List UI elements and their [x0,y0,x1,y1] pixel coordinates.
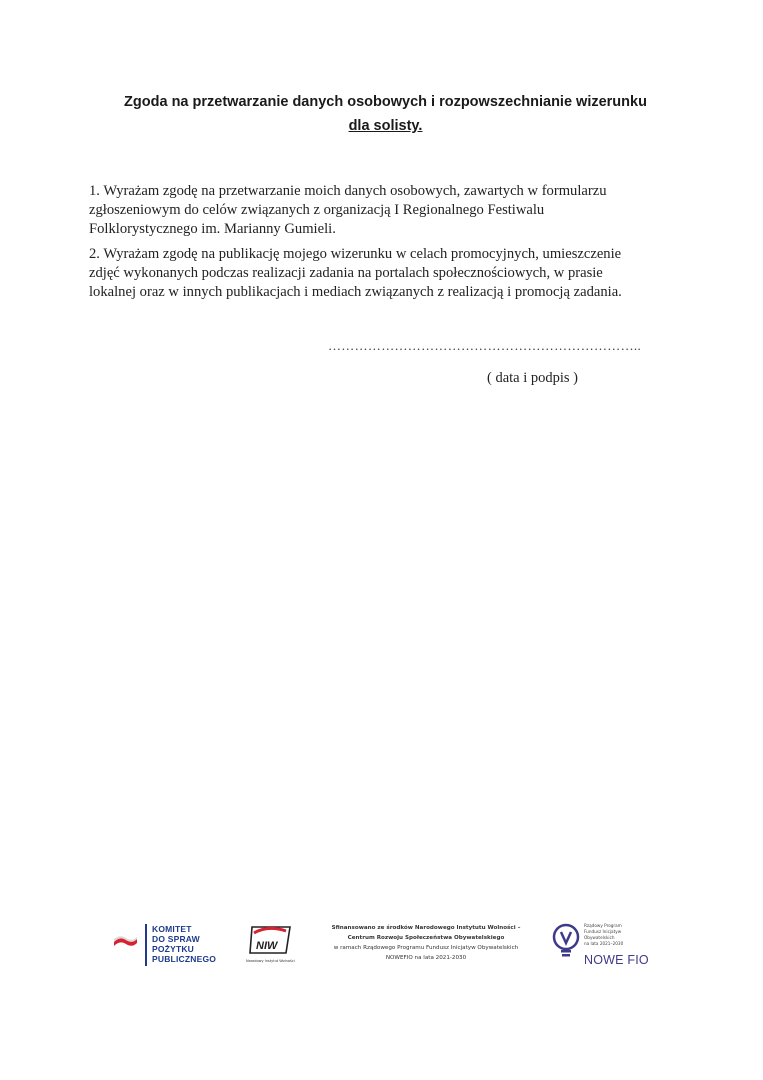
wordmark-line: POŻYTKU [152,944,195,954]
niw-caption: Narodowy Instytut Wolności [246,959,295,963]
polish-flag-icon [112,936,138,950]
funding-line: NOWEFIO na lata 2021-2030 [385,955,467,961]
funding-line: w ramach Rządowego Programu Fundusz Inicjatyw Obywatelskich [333,945,519,951]
funding-line: Sfinansowano ze środków Narodowego Instytutu Wolności – [331,925,521,931]
fio-line: Rządowy Program [584,923,622,928]
wordmark-line: PUBLICZNEGO [152,954,217,964]
fio-line: na lata 2021–2030 [584,941,624,946]
text-line: zdjęć wykonanych podczas realizacji zadania na portalach społecznościowych, w prasie [89,265,603,281]
text-line: 2. Wyrażam zgodę na publikację mojego wizerunku w celach promocyjnych, umieszczenie [89,246,622,262]
fio-line: Fundusz Inicjatyw [584,929,622,934]
fio-line: Obywatelskich [584,935,615,940]
nowe-fio-wordmark: NOWE FIO [584,953,649,967]
text-line: zgłoszeniowym do celów związanych z organizacją I Regionalnego Festiwalu [89,202,545,218]
divider [145,924,147,966]
text-line: Folklorystycznego im. Marianny Gumieli. [89,221,336,237]
consent-paragraph-1 [89,182,689,239]
signature-label: ( data i podpis ) [487,370,579,386]
lightbulb-icon [552,923,580,959]
document-subtitle: dla solisty. [348,118,423,134]
signature-line: …………………………………………………………….. [328,338,641,353]
wordmark-line: DO SPRAW [152,934,200,944]
text-line: 1. Wyrażam zgodę na przetwarzanie moich danych osobowych, zawartych w formularzu [89,183,607,199]
wordmark-line: KOMITET [152,924,192,934]
funding-line: Centrum Rozwoju Społeczeństwa Obywatelskiego [347,935,505,941]
consent-paragraph-2 [89,245,689,302]
niw-logo [246,923,294,967]
komitet-logo [112,922,222,966]
text-line: lokalnej oraz w innych publikacjach i mediach związanych z realizacją i promocją zadania. [89,284,622,300]
document-title: Zgoda na przetwarzanie danych osobowych i rozpowszechnianie wizerunku [124,94,647,110]
komitet-wordmark [152,924,232,964]
niw-text: NIW [256,940,278,952]
nowe-fio-logo [552,920,662,970]
fio-subtitle [584,923,664,947]
footer-logos [0,915,763,975]
funding-statement [316,923,536,963]
niw-mark-icon [246,923,294,957]
